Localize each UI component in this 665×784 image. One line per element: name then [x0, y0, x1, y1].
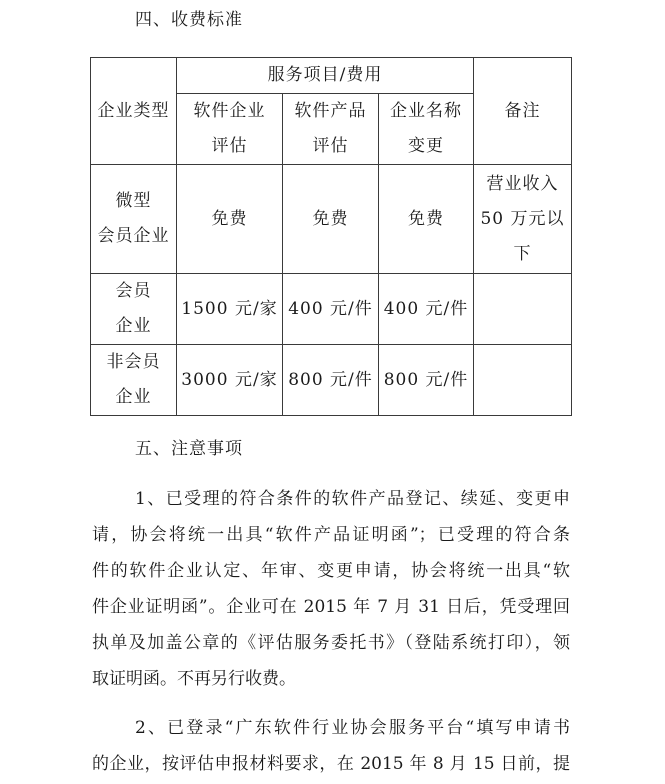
table-row — [91, 274, 572, 345]
note-line: 请，协会将统一出具“软件产品证明函”；已受理的符合条 — [92, 525, 570, 545]
cell-text-line: 服务项目/费用 — [267, 65, 383, 85]
header-service-fee-group — [177, 58, 474, 94]
cell-text-line: 备注 — [504, 100, 541, 121]
cell-text-line: 下 — [513, 243, 532, 264]
cell-text-line: 非会员 — [106, 352, 161, 372]
fee-cell — [379, 274, 474, 345]
cell-text-line: 微型 — [115, 191, 152, 211]
fee-cell — [177, 165, 283, 274]
cell-text-line: 变更 — [408, 136, 444, 156]
cell-text-line: 营业收入 — [486, 173, 559, 194]
cell-text-line: 评估 — [312, 136, 349, 156]
cell-text-line: 软件企业 — [193, 101, 266, 121]
note-line: 件的软件企业认定、年审、变更申请，协会将统一出具“软 — [92, 561, 570, 581]
note-paragraph-2 — [92, 710, 570, 782]
cell-text-line: 免费 — [408, 208, 444, 229]
fee-cell — [177, 345, 283, 416]
remark-cell — [474, 274, 572, 345]
remark-cell — [474, 345, 572, 416]
fee-cell — [283, 345, 379, 416]
header-company-name-change — [379, 94, 474, 165]
header-software-product-assessment — [283, 94, 379, 165]
enterprise-type-cell — [91, 274, 177, 345]
note-line: 取证明函。不再另行收费。 — [92, 669, 296, 689]
note-paragraph-1 — [92, 481, 570, 697]
notes-heading: 五、注意事项 — [135, 439, 243, 459]
cell-text-line: 企业 — [115, 316, 152, 336]
note-line: 的企业，按评估申报材料要求，在 2015 年 8 月 15 日前，提 — [92, 754, 570, 774]
cell-text-line: 企业 — [115, 387, 152, 407]
remark-cell — [474, 165, 572, 274]
cell-text-line: 软件产品 — [294, 101, 367, 121]
fee-cell — [177, 274, 283, 345]
cell-text-line: 评估 — [211, 136, 248, 156]
fee-cell — [379, 345, 474, 416]
note-line: 1、已受理的符合条件的软件产品登记、续延、变更申 — [135, 489, 570, 509]
cell-text-line: 50 万元以 — [480, 208, 565, 229]
cell-text-line: 800 元/件 — [383, 369, 469, 390]
table-row — [91, 165, 572, 274]
enterprise-type-cell — [91, 345, 177, 416]
cell-text-line: 1500 元/家 — [181, 298, 278, 319]
fee-standard-heading: 四、收费标准 — [135, 10, 243, 30]
note-line: 执单及加盖公章的《评估服务委托书》（登陆系统打印），领 — [92, 633, 570, 653]
cell-text-line: 会员 — [115, 281, 152, 301]
cell-text-line: 免费 — [211, 208, 248, 229]
enterprise-type-cell — [91, 165, 177, 274]
table-row — [91, 345, 572, 416]
fee-cell — [283, 165, 379, 274]
header-software-enterprise-assessment — [177, 94, 283, 165]
note-line: 2、已登录“广东软件行业协会服务平台“填写申请书 — [135, 718, 570, 738]
fee-table — [90, 57, 572, 416]
note-line: 件企业证明函”。企业可在 2015 年 7 月 31 日后，凭受理回 — [92, 597, 570, 617]
cell-text-line: 3000 元/家 — [181, 369, 278, 390]
cell-text-line: 会员企业 — [97, 226, 170, 246]
cell-text-line: 免费 — [312, 208, 349, 229]
header-remark — [474, 58, 572, 165]
fee-cell — [379, 165, 474, 274]
fee-cell — [283, 274, 379, 345]
cell-text-line: 企业名称 — [390, 101, 462, 121]
cell-text-line: 400 元/件 — [288, 298, 373, 319]
header-enterprise-type — [91, 58, 177, 165]
cell-text-line: 800 元/件 — [288, 369, 373, 390]
cell-text-line: 企业类型 — [97, 100, 170, 121]
cell-text-line: 400 元/件 — [383, 298, 469, 319]
table-header-row — [91, 58, 572, 94]
